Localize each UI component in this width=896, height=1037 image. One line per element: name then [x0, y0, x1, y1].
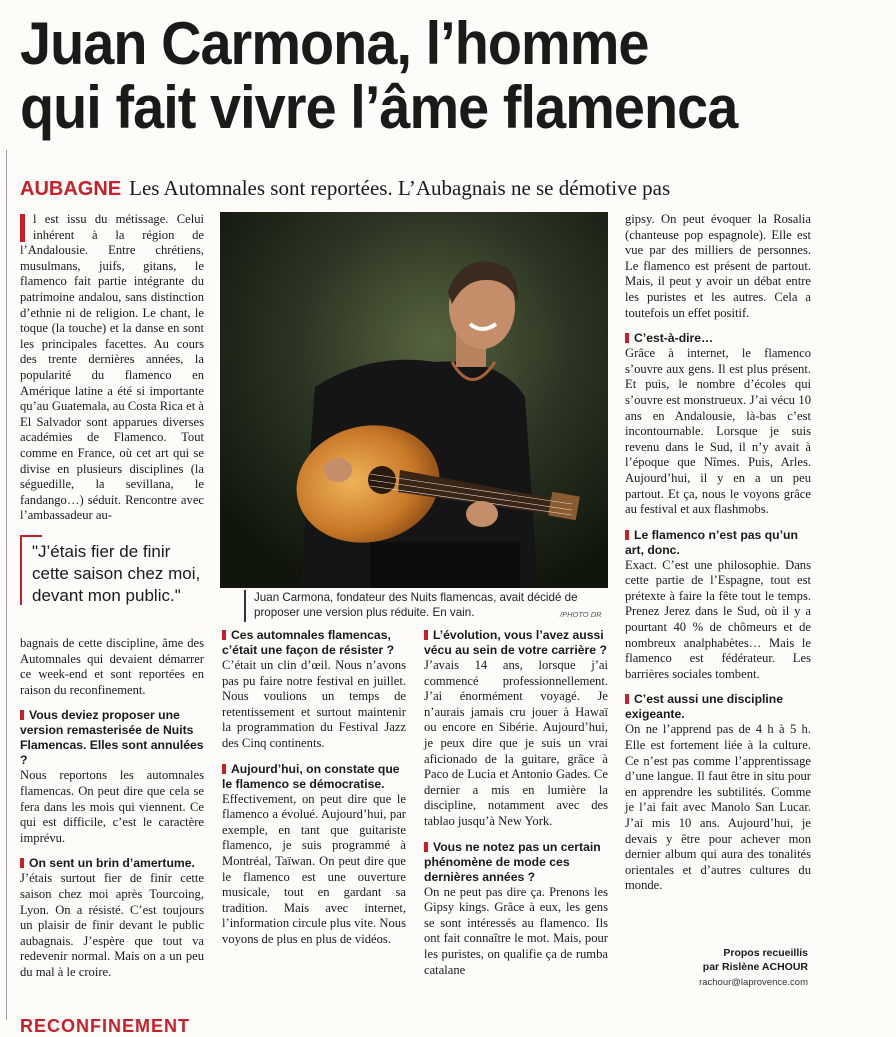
question-4: [222, 762, 406, 792]
answer-6: On ne peut pas dire ça. Prenons les Gipsy kings. Grâce à eux, les gens se sont intéressés au flamenco. Ils ont fait connaître le mot. Mais, pour les puristes, on qualifie ça de rumba catalane: [424, 884, 608, 977]
question-2: [20, 856, 204, 871]
subheadline: Les Automnales sont reportées. L’Aubagnais ne se démotive pas: [129, 176, 671, 200]
guitarist-illustration: [220, 212, 608, 588]
question-marker: [424, 630, 428, 640]
question-7: [625, 331, 811, 346]
intro-text: l est issu du métissage. Celui inhérent à la région de l’Andalousie. Entre chrétiens, musulmans, juifs, gitans, le flamenco fait partie intégrante du patrimoine andalou, sans distinction d’ethnie ni de religion. Le chant, le toque (la touche) et la danse en sont les principales facettes. Au cours des trente dernières années, la popularité du flamenco en Amérique latine a été si importante qu’au Guatemala, au Costa Rica et à El Salvador sont apparues diverses académies de Flamenco. Tout comme en France, où cet art qui se divise en plusieurs disciplines (la séguedille, la sevillana, le fandango…) séduit. Rencontre avec l’ambassadeur au-: [20, 212, 204, 523]
answer-3: C’était un clin d’œil. Nous n’avons pas pu faire notre festival en juillet. Nous voulions un temps de retentissement et surtout maintenir la programmation du Festival Jazz des Cinq continents.: [222, 658, 406, 750]
answer-8: Exact. C’est une philosophie. Dans cette partie de l’Espagne, tout est prétexte à faire la fête tout le temps. Prenez Jerez dans le Sud, où il y a pourtant 40 % de chômeurs et de nombreux analphabètes… Mais le flamenco est fédérateur. Les barrières sociales tombent.: [625, 557, 811, 681]
question-5: [424, 628, 608, 658]
author-email: rachour@laprovence.com: [699, 977, 808, 988]
question-8-text: Le flamenco n’est pas qu’un art, donc.: [625, 527, 798, 557]
answer-9: On ne l’apprend pas de 4 h à 5 h. Elle est fortement liée à la culture. Ce n’est pas comme l’apprentissage d’une langue. Il faut être in situ pour en apprendre les subtilités. Comme je l’ai fait avec Manolo San Lucar. J’ai mis 10 ans. Aujourd’hui, je devais y être pour achever mon dernier album qui aura des tonalités orientales et d’autres cultures du monde.: [625, 722, 811, 893]
headline-line-2: qui fait vivre l’âme flamenca: [20, 74, 738, 141]
answer-7: Grâce à internet, le flamenco s’ouvre aux gens. Il est plus présent. Et puis, le nombre d’écoles qui s’ouvre est monstrueux. J’ai vécu 10 ans en Andalousie, là-bas c’est incontournable. Lorsque je suis revenu dans le Sud, il n’y avait à l’époque que Nîmes. Puis, Arles. Aujourd’hui, il y en a un peu partout. Et ça, nous le voyons grâce au festival et aux flashmobs.: [625, 346, 811, 517]
page-margin-rule: [6, 150, 7, 1020]
question-marker: [222, 764, 226, 774]
question-marker: [625, 333, 629, 343]
intro-column: [20, 212, 204, 524]
question-marker: [625, 694, 629, 704]
question-8: [625, 528, 811, 558]
photo-credit: /PHOTO DR: [560, 610, 602, 619]
question-3-text: Ces automnales flamencas, c’était une façon de résister ?: [222, 628, 395, 657]
question-4-text: Aujourd’hui, on constate que le flamenco se démocratise.: [222, 761, 400, 791]
question-marker: [424, 842, 428, 852]
question-marker: [222, 630, 226, 640]
question-1: [20, 708, 204, 768]
question-5-text: L’évolution, vous l’avez aussi vécu au sein de votre carrière ?: [424, 628, 607, 657]
question-1-text: Vous deviez proposer une version remasterisée de Nuits Flamencas. Elles sont annulées ?: [20, 708, 204, 768]
answer-1: Nous reportons les automnales flamencas. On peut dire que cela se fera dans les mois qui viennent. Ce qui est difficile, c’est le caractère imprévu.: [20, 768, 204, 845]
location-kicker: AUBAGNE: [20, 178, 122, 200]
photo-caption: [244, 590, 610, 624]
dropcap-mark: [20, 214, 25, 242]
byline: [703, 946, 808, 974]
question-3: [222, 628, 406, 658]
kicker-row: [20, 176, 880, 206]
question-9-text: C’est aussi une discipline exigeante.: [625, 692, 784, 722]
pullquote: "J’étais fier de finir cette saison chez moi, devant mon public.": [32, 542, 201, 605]
answer-5: J’avais 14 ans, lorsque j’ai commencé professionnellement. J’ai énormément voyagé. Je n’aurais jamais cru jouer à Hawaï ou encore en Sibérie. Aujourd’hui, je peux dire que je suis un vrai aficionado de la guitare, grâce à Paco de Lucia et Antonio Gades. Ce dernier a mis en lumière la discipline, notamment avec des tablao jusqu’à New York.: [424, 658, 608, 828]
question-6: [424, 840, 608, 885]
question-9: [625, 692, 811, 722]
photo-juan-carmona: [220, 212, 608, 588]
question-6-text: Vous ne notez pas un certain phénomène de mode ces dernières années ?: [424, 839, 601, 884]
question-7-text: C’est-à-dire…: [634, 331, 714, 346]
caption-text: Juan Carmona, fondateur des Nuits flamencas, avait décidé de proposer une version plus réduite. En vain.: [254, 591, 578, 619]
headline: [20, 12, 820, 140]
column-2: [222, 628, 406, 948]
column-3: [424, 628, 608, 978]
column-4: [625, 212, 811, 894]
question-marker: [20, 710, 24, 720]
question-marker: [20, 858, 24, 868]
byline-line-1: Propos recueillis: [723, 947, 808, 959]
answer-4: Effectivement, on peut dire que le flamenco a évolué. Aujourd’hui, par exemple, en tant que guitariste flamenco, je suis programmé à Montréal, Taïwan. On peut dire que le flamenco est une ouverture musicale, tout en gardant sa tradition. Mais avec internet, l’information circule plus vite. Nous voyons de plus en plus de vidéos.: [222, 791, 406, 946]
question-2-text: On sent un brin d’amertume.: [29, 856, 195, 871]
byline-line-2: par Rislène ACHOUR: [702, 961, 808, 973]
next-article-headline: RECONFINEMENT: [20, 1016, 190, 1036]
column-1: [20, 636, 204, 981]
answer-2: J’étais surtout fier de finir cette saison chez moi après Tourcoing, Lyon. On a résisté. C’est toujours un plaisir de finir devant le public aubagnais. J’espère que tout va redevenir normal. Mais on a un peu du mal à le croire.: [20, 871, 204, 979]
headline-line-1: Juan Carmona, l’homme: [20, 10, 649, 77]
column-4-top: gipsy. On peut évoquer la Rosalia (chanteuse pop espagnole). Elle est vue par des milliers de personnes. Le flamenco est présent de partout. Mais, il peut y avoir un débat entre les puristes et les autres. Cela a toutefois un effet positif.: [625, 212, 811, 320]
intro-continuation: bagnais de cette discipline, âme des Automnales qui devaient démarrer ce week-end et sont reportées en raison du reconfinement.: [20, 636, 204, 697]
question-marker: [625, 530, 629, 540]
